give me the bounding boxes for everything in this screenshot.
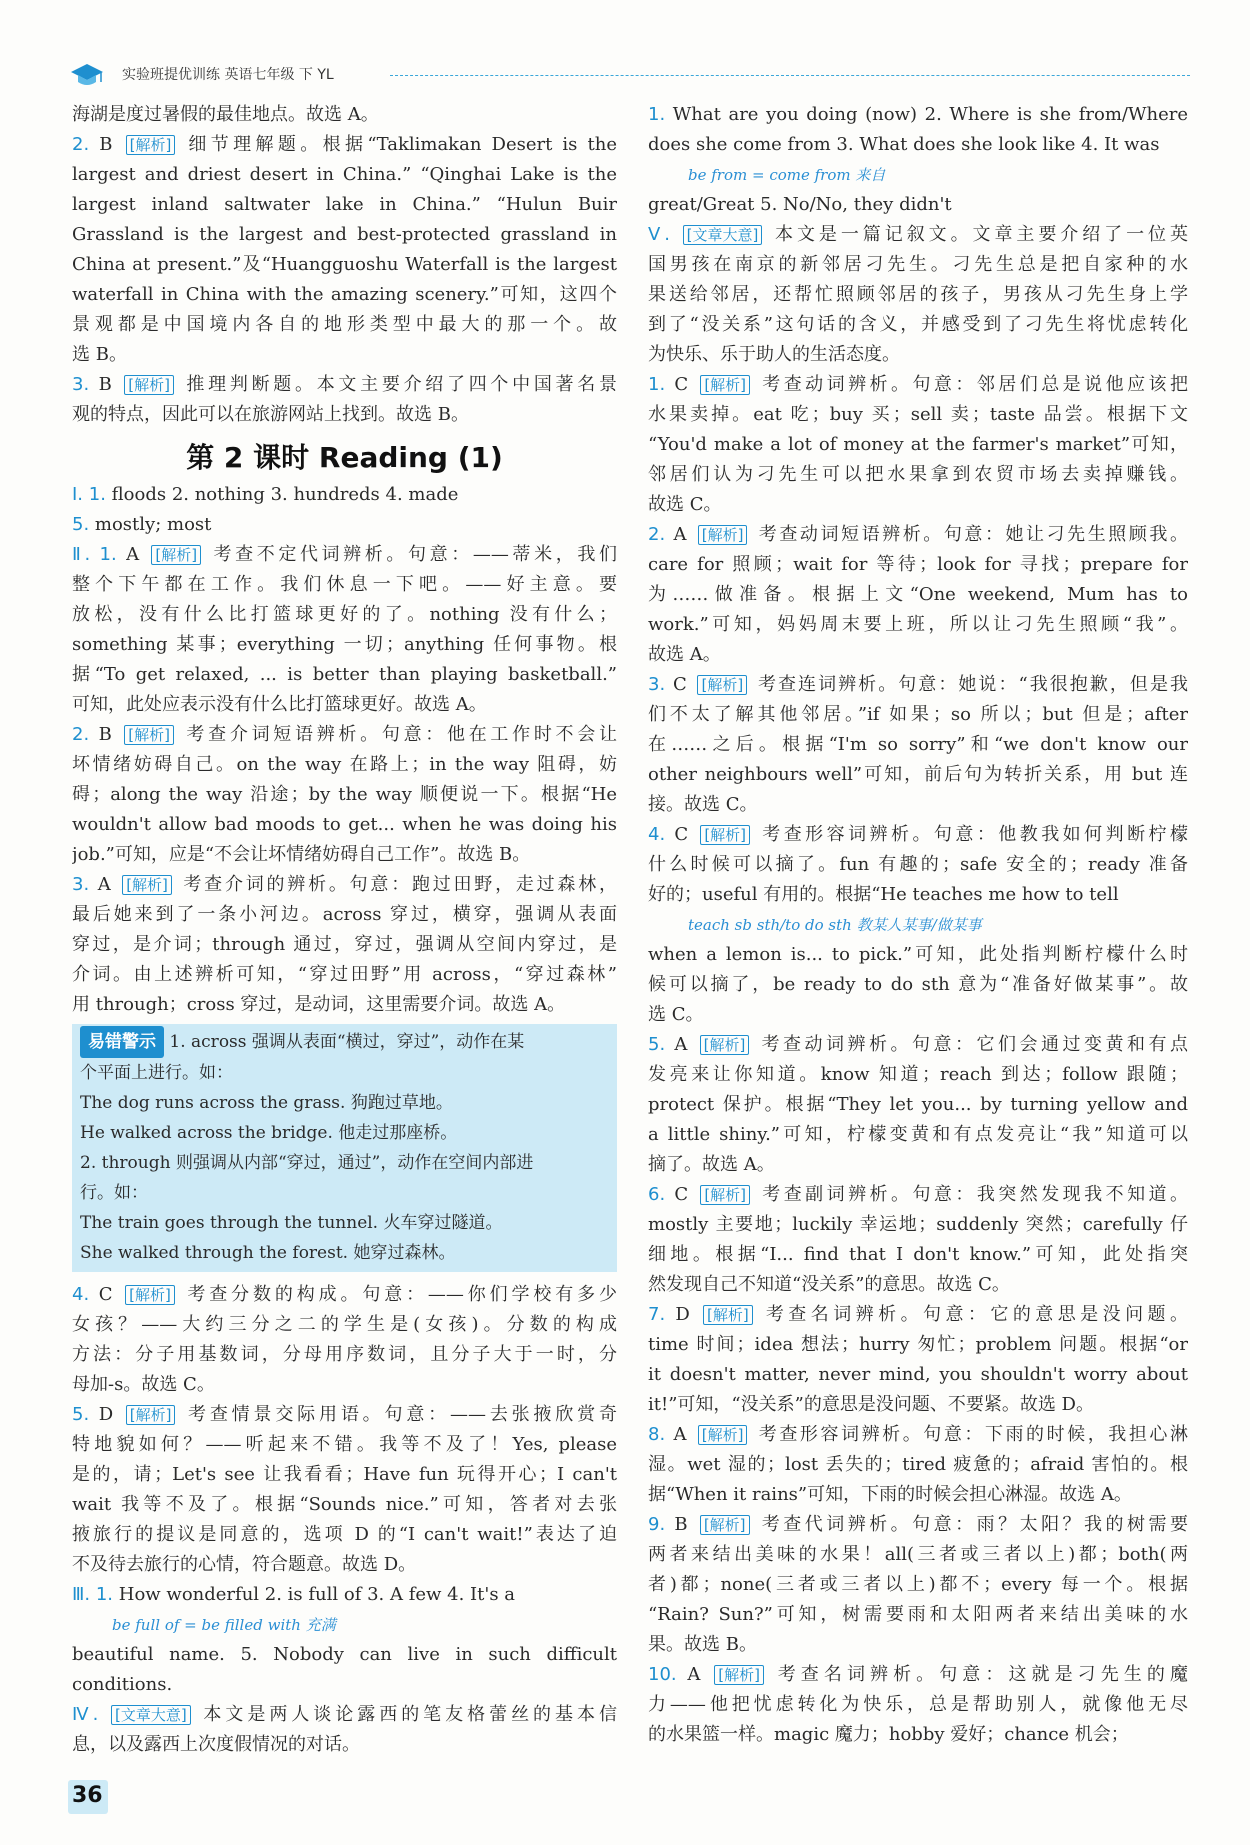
right-block-2 [648,190,1188,910]
text-line: 方法：分子用基数词，分母用序数词，且分子大于一时，分 [72,1344,617,1365]
tip-line: 行。如： [80,1183,148,1203]
text-line: 选 C。 [648,1004,704,1025]
text-line: protect 保护。根据“They let you... by turning yellow and [648,1094,1188,1115]
text-line: 的水果篮一样。magic 魔力；hobby 爱好；chance 机会； [648,1724,1129,1745]
text-line: 女孩？——大约三分之二的学生是(女孩)。分数的构成 [72,1314,617,1335]
lesson-title: 第 2 课时 Reading (1) [186,441,503,474]
text-line: 故选 C。 [648,494,722,515]
text-line: largest inland saltwater lake in China.” “Hulun Buir [72,194,617,215]
left-block-4 [72,1640,617,1760]
text-line: Ⅰ. 1. floods 2. nothing 3. hundreds 4. made [72,484,459,505]
text-line: it!”可知，“没关系”的意思是没问题、不要紧。故选 D。 [648,1394,1094,1415]
text-line: 8. A [解析] 考查形容词辨析。句意：下雨的时候，我担心淋 [648,1424,1188,1445]
text-line: 故选 A。 [648,644,721,665]
text-line: does she come from 3. What does she look like 4. It was [648,134,1160,155]
text-line: 细地。根据“I... find that I don't know.”可知，此处指突 [648,1244,1188,1265]
text-line: 国男孩在南京的新邻居刁先生。刁先生总是把自家种的水 [648,254,1188,275]
text-line: conditions. [72,1674,173,1695]
text-line: 最后她来到了一条小河边。across 穿过，横穿，强调从表面 [72,904,617,925]
text-line: 2. B [解析] 细节理解题。根据“Taklimakan Desert is the [72,134,617,155]
text-line: 力——他把忧虑转化为快乐，总是帮助别人，就像他无尽 [648,1694,1188,1715]
text-line: care for 照顾；wait for 等待；look for 寻找；prepare for [648,554,1188,575]
right-block-1 [648,100,1188,160]
text-line: 好的；useful 有用的。根据“He teaches me how to tell [648,884,1119,905]
page-header [70,60,1190,90]
tip-line: The dog runs across the grass. 狗跑过草地。 [80,1093,453,1113]
text-line: 3. B [解析] 推理判断题。本文主要介绍了四个中国著名景 [72,374,617,395]
text-line: 7. D [解析] 考查名词辨析。句意：它的意思是没问题。 [648,1304,1188,1325]
text-line: 据“To get relaxed, ... is better than playing basketball.” [72,664,617,685]
text-line: 碍；along the way 沿途；by the way 顺便说一下。根据“He [72,784,617,805]
text-line: 5. D [解析] 考查情景交际用语。句意：——去张掖欣赏奇 [72,1404,617,1425]
text-line: 3. A [解析] 考查介词的辨析。句意：跑过田野，走过森林， [72,874,617,895]
text-line: 10. A [解析] 考查名词辨析。句意：这就是刁先生的魔 [648,1664,1188,1685]
text-line: 3. C [解析] 考查连词辨析。句意：她说：“我很抱歉，但是我 [648,674,1188,695]
text-line: 5. A [解析] 考查动词辨析。句意：它们会通过变黄和有点 [648,1034,1188,1055]
tip-lines [80,1058,609,1268]
text-line: 两者来结出美味的水果！all(三者或三者以上)都；both(两 [648,1544,1188,1565]
text-line: wouldn't allow bad moods to get... when he was doing his [72,814,617,835]
page-number-badge [62,1780,108,1814]
text-line: 什么时候可以摘了。fun 有趣的；safe 安全的；ready 准备 [648,854,1188,875]
text-line: 4. C [解析] 考查形容词辨析。句意：他教我如何判断柠檬 [648,824,1188,845]
handwritten-note: be from = come from 来自 [688,166,886,184]
tip-line: 2. through 则强调从内部“穿过，通过”，动作在空间内部进 [80,1153,534,1173]
text-line: Ⅱ. 1. A [解析] 考查不定代词辨析。句意：——蒂米，我们 [72,544,617,565]
page-number: 36 [72,1783,103,1808]
text-line: a little shiny.”可知，柠檬变黄和有点发亮让“我”知道可以 [648,1124,1188,1145]
text-line: great/Great 5. No/No, they didn't [648,194,952,215]
text-line: “Rain? Sun?”可知，树需要雨和太阳两者来结出美味的水 [648,1604,1188,1625]
text-line: 放松，没有什么比打篮球更好的了。nothing 没有什么； [72,604,617,625]
left-column [72,100,617,1760]
text-line: 是的，请；Let's see 让我看看；Have fun 玩得开心；I can't [72,1464,617,1485]
text-line: something 某事；everything 一切；anything 任何事物。根 [72,634,617,655]
text-line: 海湖是度过暑假的最佳地点。故选 A。 [72,104,379,125]
right-column [648,100,1188,1750]
text-line: 不及待去旅行的心情，符合题意。故选 D。 [72,1554,417,1575]
text-line: 可知，此处应表示没有什么比打篮球更好。故选 A。 [72,694,487,715]
header-divider [390,75,1190,76]
text-line: 摘了。故选 A。 [648,1154,775,1175]
left-block-2 [72,480,617,1020]
text-line: 1. C [解析] 考查动词辨析。句意：邻居们总是说他应该把 [648,374,1188,395]
text-line: wait 我等不及了。根据“Sounds nice.”可知，答者对去张 [72,1494,617,1515]
text-line: Grassland is the largest and best-protected grassland in [72,224,617,245]
text-line: 果送给邻居，还帮忙照顾邻居的孩子，男孩从刁先生身上学 [648,284,1188,305]
handwritten-note: be full of = be filled with 充满 [112,1616,336,1634]
text-line: 息，以及露西上次度假情况的对话。 [72,1734,360,1755]
handwritten-note: teach sb sth/to do sth 教某人某事/做某事 [688,916,982,934]
tip-badge: 易错警示 [80,1026,164,1058]
text-line: 水果卖掉。eat 吃；buy 买；sell 卖；taste 品尝。根据下文 [648,404,1188,425]
text-line: 邻居们认为刁先生可以把水果拿到农贸市场去卖掉赚钱。 [648,464,1188,485]
text-line: 介词。由上述辨析可知，“穿过田野”用 across，“穿过森林” [72,964,617,985]
text-line: 据“When it rains”可知，下雨的时候会担心淋湿。故选 A。 [648,1484,1132,1505]
text-line: 坏情绪妨碍自己。on the way 在路上；in the way 阻碍，妨 [72,754,617,775]
text-line: 穿过，是介词；through 通过，穿过，强调从空间内穿过，是 [72,934,617,955]
text-line: 4. C [解析] 考查分数的构成。句意：——你们学校有多少 [72,1284,617,1305]
text-line: beautiful name. 5. Nobody can live in such difficult [72,1644,617,1665]
text-line: job.”可知，应是“不会让坏情绪妨碍自己工作”。故选 B。 [72,844,531,865]
text-line: waterfall in China with the amazing scenery.”可知，这四个 [72,284,617,305]
error-tip-box [72,1024,617,1272]
text-line: 然发现自己不知道“没关系”的意思。故选 C。 [648,1274,1010,1295]
graduation-cap-icon [70,60,104,90]
tip-line: 个平面上进行。如： [80,1063,233,1083]
text-line: 为……做准备。根据上文“One weekend, Mum has to [648,584,1188,605]
tip-line: The train goes through the tunnel. 火车穿过隧道。 [80,1213,503,1233]
text-line: time 时间；idea 想法；hurry 匆忙；problem 问题。根据“or [648,1334,1188,1355]
text-line: 湿。wet 湿的；lost 丢失的；tired 疲惫的；afraid 害怕的。根 [648,1454,1188,1475]
text-line: 5. mostly; most [72,514,212,535]
tip-line: She walked through the forest. 她穿过森林。 [80,1243,456,1263]
text-line: 在……之后。根据“I'm so sorry”和“we don't know our [648,734,1188,755]
text-line: 接。故选 C。 [648,794,758,815]
text-line: 6. C [解析] 考查副词辨析。句意：我突然发现我不知道。 [648,1184,1188,1205]
text-line: 者)都；none(三者或三者以上)都不；every 每一个。根据 [648,1574,1188,1595]
text-line: 掖旅行的提议是同意的，选项 D 的“I can't wait!”表达了迫 [72,1524,617,1545]
right-block-3 [648,940,1188,1750]
text-line: 母加-s。故选 C。 [72,1374,215,1395]
text-line: it doesn't matter, never mind, you shouldn't worry about [648,1364,1188,1385]
text-line: 9. B [解析] 考查代词辨析。句意：雨？太阳？我的树需要 [648,1514,1188,1535]
text-line: mostly 主要地；luckily 幸运地；suddenly 突然；carefully 仔 [648,1214,1188,1235]
text-line: 发亮来让你知道。know 知道；reach 到达；follow 跟随； [648,1064,1188,1085]
text-line: 景观都是中国境内各自的地形类型中最大的那一个。故 [72,314,617,335]
text-line: 特地貌如何？——听起来不错。我等不及了！Yes, please [72,1434,617,1455]
text-line: 1. What are you doing (now) 2. Where is she from/Where [648,104,1188,125]
text-line: Ⅴ. [文章大意] 本文是一篇记叙文。文章主要介绍了一位英 [648,224,1188,245]
text-line: 到了“没关系”这句话的含义，并感受到了刁先生将忧虑转化 [648,314,1188,335]
text-line: Ⅲ. 1. How wonderful 2. is full of 3. A few 4. It's a [72,1584,516,1605]
text-line: 2. A [解析] 考查动词短语辨析。句意：她让刁先生照顾我。 [648,524,1188,545]
text-line: “You'd make a lot of money at the farmer's market”可知， [648,434,1188,455]
text-line: 为快乐、乐于助人的生活态度。 [648,344,900,365]
text-line: 用 through；cross 穿过，是动词，这里需要介词。故选 A。 [72,994,566,1015]
text-line: 们不太了解其他邻居。”if 如果；so 所以；but 但是；after [648,704,1188,725]
text-line: 果。故选 B。 [648,1634,757,1655]
text-line: work.”可知，妈妈周末要上班，所以让刁先生照顾“我”。 [648,614,1188,635]
text-line: largest and driest desert in China.” “Qinghai Lake is the [72,164,617,185]
text-line: China at present.”及“Huangguoshu Waterfall is the largest [72,254,617,275]
text-line: 选 B。 [72,344,127,365]
text-line: 整个下午都在工作。我们休息一下吧。——好主意。要 [72,574,617,595]
left-block-1 [72,100,617,430]
tip-line: 1. across 强调从表面“横过，穿过”，动作在某 [169,1032,525,1052]
left-block-3 [72,1280,617,1610]
text-line: other neighbours well”可知，前后句为转折关系，用 but 连 [648,764,1188,785]
tip-line: He walked across the bridge. 他走过那座桥。 [80,1123,458,1143]
header-title: 实验班提优训练 英语七年级 下 YL [122,67,334,83]
text-line: 2. B [解析] 考查介词短语辨析。句意：他在工作时不会让 [72,724,617,745]
text-line: 候可以摘了，be ready to do sth 意为“准备好做某事”。故 [648,974,1188,995]
text-line: when a lemon is... to pick.”可知，此处指判断柠檬什么时 [648,944,1188,965]
text-line: Ⅳ. [文章大意] 本文是两人谈论露西的笔友格蕾丝的基本信 [72,1704,617,1725]
text-line: 观的特点，因此可以在旅游网站上找到。故选 B。 [72,404,469,425]
